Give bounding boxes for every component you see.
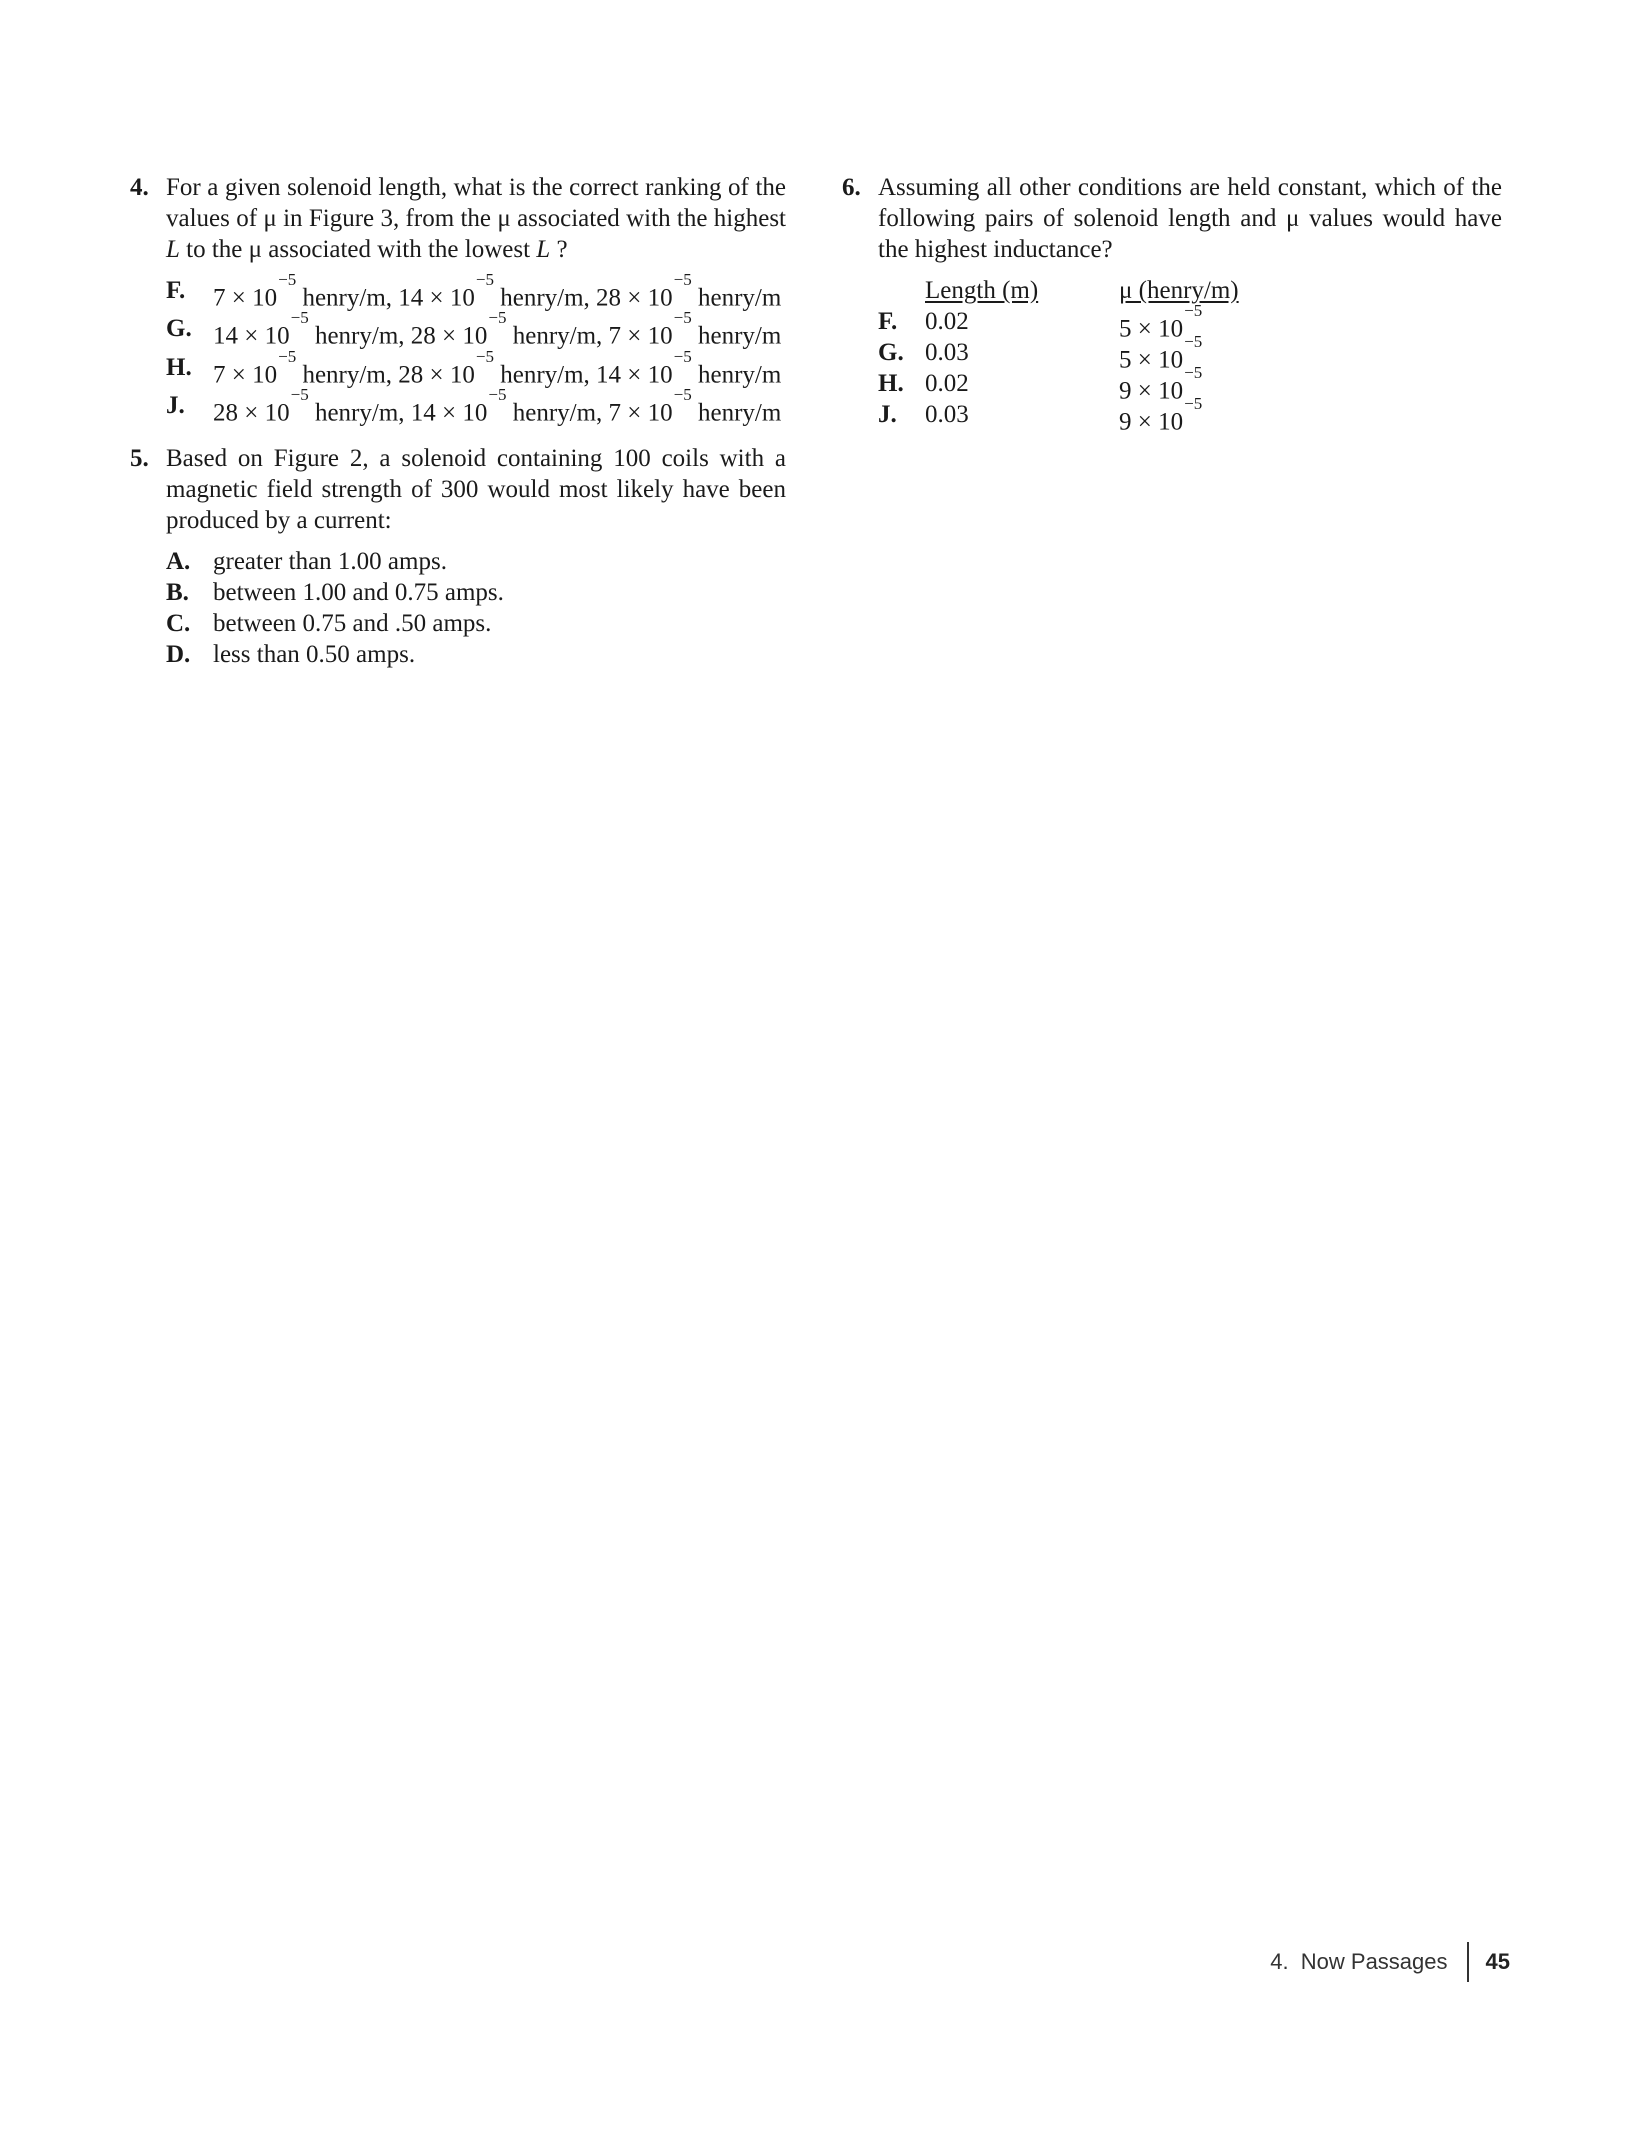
choice-letter: H. xyxy=(878,370,904,397)
question-6 xyxy=(842,172,1502,436)
answer-choice-h[interactable] xyxy=(166,346,786,390)
choice-text: henry/m, 14 × 10 xyxy=(308,399,488,427)
page-number: 45 xyxy=(1485,1949,1510,1974)
exponent: −5 xyxy=(475,270,494,289)
choice-text: 7 × 10 xyxy=(213,284,278,312)
variable-l: L xyxy=(166,236,180,263)
exponent: −5 xyxy=(1184,363,1203,382)
choice-letter: H. xyxy=(166,353,192,381)
choice-text: henry/m, 28 × 10 xyxy=(493,284,673,312)
length-value: 0.03 xyxy=(925,339,969,366)
answer-choice-b[interactable] xyxy=(166,577,786,608)
question-4-stem xyxy=(130,172,786,265)
answer-choice-j[interactable] xyxy=(878,394,1502,436)
answer-choice-a[interactable] xyxy=(166,546,786,577)
mu-base: 9 × 10 xyxy=(1119,408,1184,436)
stem-text: Assuming all other conditions are held constant, which of the following pairs of solenoid length and μ values would have the highest inductance? xyxy=(878,174,1502,263)
exponent: −5 xyxy=(673,270,692,289)
choice-text: henry/m, 14 × 10 xyxy=(296,284,475,312)
choice-text: henry/m xyxy=(691,399,782,427)
mu-base: 5 × 10 xyxy=(1119,346,1184,374)
question-5 xyxy=(130,443,786,670)
choice-text: henry/m xyxy=(691,360,782,388)
question-number: 4. xyxy=(130,174,149,201)
answer-choices xyxy=(130,546,786,670)
mu-value xyxy=(1119,394,1203,437)
choice-text: henry/m, 28 × 10 xyxy=(296,360,475,388)
exponent: −5 xyxy=(278,270,297,289)
variable-l: L xyxy=(536,236,551,263)
answer-table xyxy=(842,275,1502,436)
question-number: 6. xyxy=(842,174,861,201)
answer-choice-j[interactable] xyxy=(166,384,786,428)
choice-letter: F. xyxy=(166,277,186,304)
choice-text: 7 × 10 xyxy=(213,360,278,388)
stem-text: ? xyxy=(550,236,568,263)
exponent: −5 xyxy=(1184,301,1203,320)
answer-choices xyxy=(130,270,786,428)
stem-text: Based on Figure 2, a solenoid containing 100 coils with a magnetic field strength of 300 would most likely have been produced by a current: xyxy=(166,445,786,534)
exponent: −5 xyxy=(1184,332,1203,351)
question-number: 5. xyxy=(130,445,149,472)
question-4 xyxy=(130,172,786,428)
choice-text: 14 × 10 xyxy=(213,322,290,350)
exponent: −5 xyxy=(290,384,309,404)
footer-divider xyxy=(1467,1942,1469,1982)
header-mu: μ (henry/m) xyxy=(1119,277,1239,304)
exponent: −5 xyxy=(290,308,309,328)
choice-text: henry/m, 7 × 10 xyxy=(506,322,673,350)
answer-choice-g[interactable] xyxy=(166,308,786,351)
section-title: 4. Now Passages xyxy=(1270,1949,1448,1974)
exponent: −5 xyxy=(488,384,507,404)
choice-letter: J. xyxy=(878,401,897,428)
answer-choice-d[interactable] xyxy=(166,639,786,670)
choice-letter: B. xyxy=(166,579,189,606)
exponent: −5 xyxy=(1184,394,1203,413)
choice-letter: F. xyxy=(878,308,898,335)
stem-text: For a given solenoid length, what is the correct ranking of the values of μ in Figure 3, from the μ associated with the highest xyxy=(166,174,786,232)
mu-base: 9 × 10 xyxy=(1119,377,1184,405)
stem-text: to the μ associated with the lowest xyxy=(179,236,537,263)
choice-letter: G. xyxy=(878,339,904,366)
choice-text: henry/m, 14 × 10 xyxy=(493,360,673,388)
choice-text: between 0.75 and .50 amps. xyxy=(213,610,492,637)
exponent: −5 xyxy=(488,308,507,328)
length-value: 0.03 xyxy=(925,401,969,428)
exponent: −5 xyxy=(673,308,692,328)
choice-letter: C. xyxy=(166,610,191,637)
question-5-stem xyxy=(130,443,786,536)
exponent: −5 xyxy=(673,384,692,404)
choice-text: between 1.00 and 0.75 amps. xyxy=(213,579,504,606)
answer-choice-f[interactable] xyxy=(166,270,786,313)
choice-text: 28 × 10 xyxy=(213,399,290,427)
exponent: −5 xyxy=(278,346,297,366)
choice-text: henry/m, 28 × 10 xyxy=(308,322,488,350)
choice-text: henry/m xyxy=(691,322,782,350)
length-value: 0.02 xyxy=(925,370,969,397)
choice-letter: D. xyxy=(166,641,191,668)
exponent: −5 xyxy=(673,346,692,366)
choice-text: less than 0.50 amps. xyxy=(213,641,416,668)
length-value: 0.02 xyxy=(925,308,969,335)
mu-base: 5 × 10 xyxy=(1119,315,1184,343)
choice-letter: J. xyxy=(166,391,185,419)
page-footer xyxy=(1270,1944,1510,1980)
header-length: Length (m) xyxy=(925,277,1039,304)
question-6-stem xyxy=(842,172,1502,265)
answer-choice-c[interactable] xyxy=(166,608,786,639)
choice-letter: A. xyxy=(166,548,191,575)
choice-text: greater than 1.00 amps. xyxy=(213,548,447,575)
choice-letter: G. xyxy=(166,315,192,343)
choice-text: henry/m, 7 × 10 xyxy=(506,399,673,427)
choice-text: henry/m xyxy=(691,284,782,312)
exponent: −5 xyxy=(475,346,494,366)
